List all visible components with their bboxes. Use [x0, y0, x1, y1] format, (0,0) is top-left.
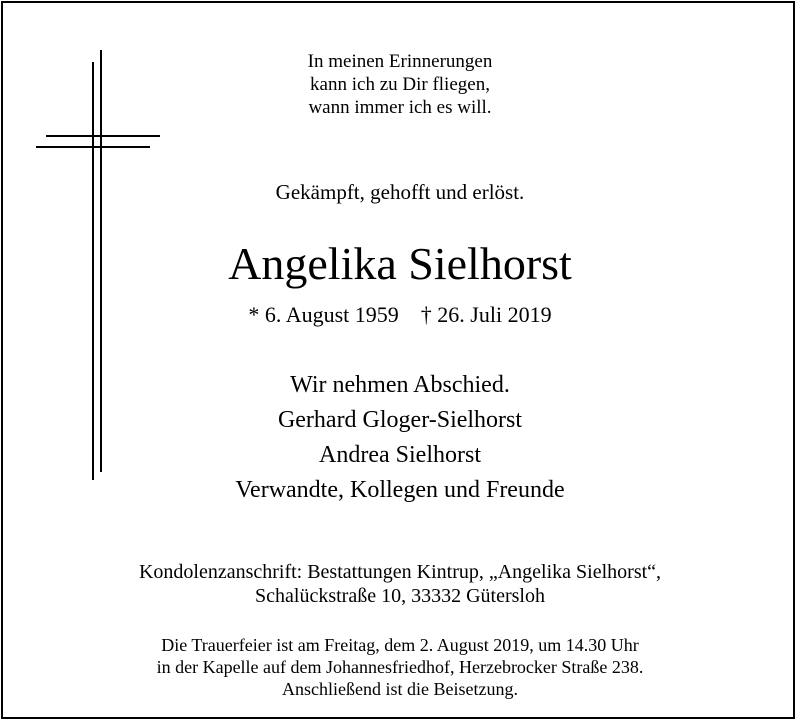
- farewell-intro: Wir nehmen Abschied.: [290, 372, 510, 398]
- quote-line-3: wann immer ich es will.: [308, 97, 492, 118]
- condolence-address-line-1: Kondolenzanschrift: Bestattungen Kintrup, „Angelika Sielhorst“,: [138, 561, 662, 583]
- deceased-name: Angelika Sielhorst: [228, 238, 572, 289]
- funeral-info-line-2: in der Kapelle auf dem Johannesfriedhof, Herzebrocker Straße 238.: [156, 657, 644, 677]
- quote-line-1: In meinen Erinnerungen: [307, 51, 493, 72]
- mourner-name: Gerhard Gloger-Sielhorst: [277, 407, 523, 433]
- quote-line-2: kann ich zu Dir fliegen,: [310, 74, 490, 95]
- death-date: † 26. Juli 2019: [420, 302, 552, 327]
- motto: Gekämpft, gehofft und erlöst.: [275, 180, 525, 204]
- funeral-info-line-1: Die Trauerfeier ist am Freitag, dem 2. August 2019, um 14.30 Uhr: [161, 635, 639, 655]
- mourner-name: Andrea Sielhorst: [319, 442, 481, 468]
- life-dates: [0, 304, 800, 326]
- mourner-name: Verwandte, Kollegen und Freunde: [235, 477, 565, 503]
- condolence-address-line-2: Schalückstraße 10, 33332 Gütersloh: [255, 585, 545, 607]
- funeral-info-line-3: Anschließend ist die Beisetzung.: [282, 679, 518, 699]
- birth-date: * 6. August 1959: [248, 302, 399, 327]
